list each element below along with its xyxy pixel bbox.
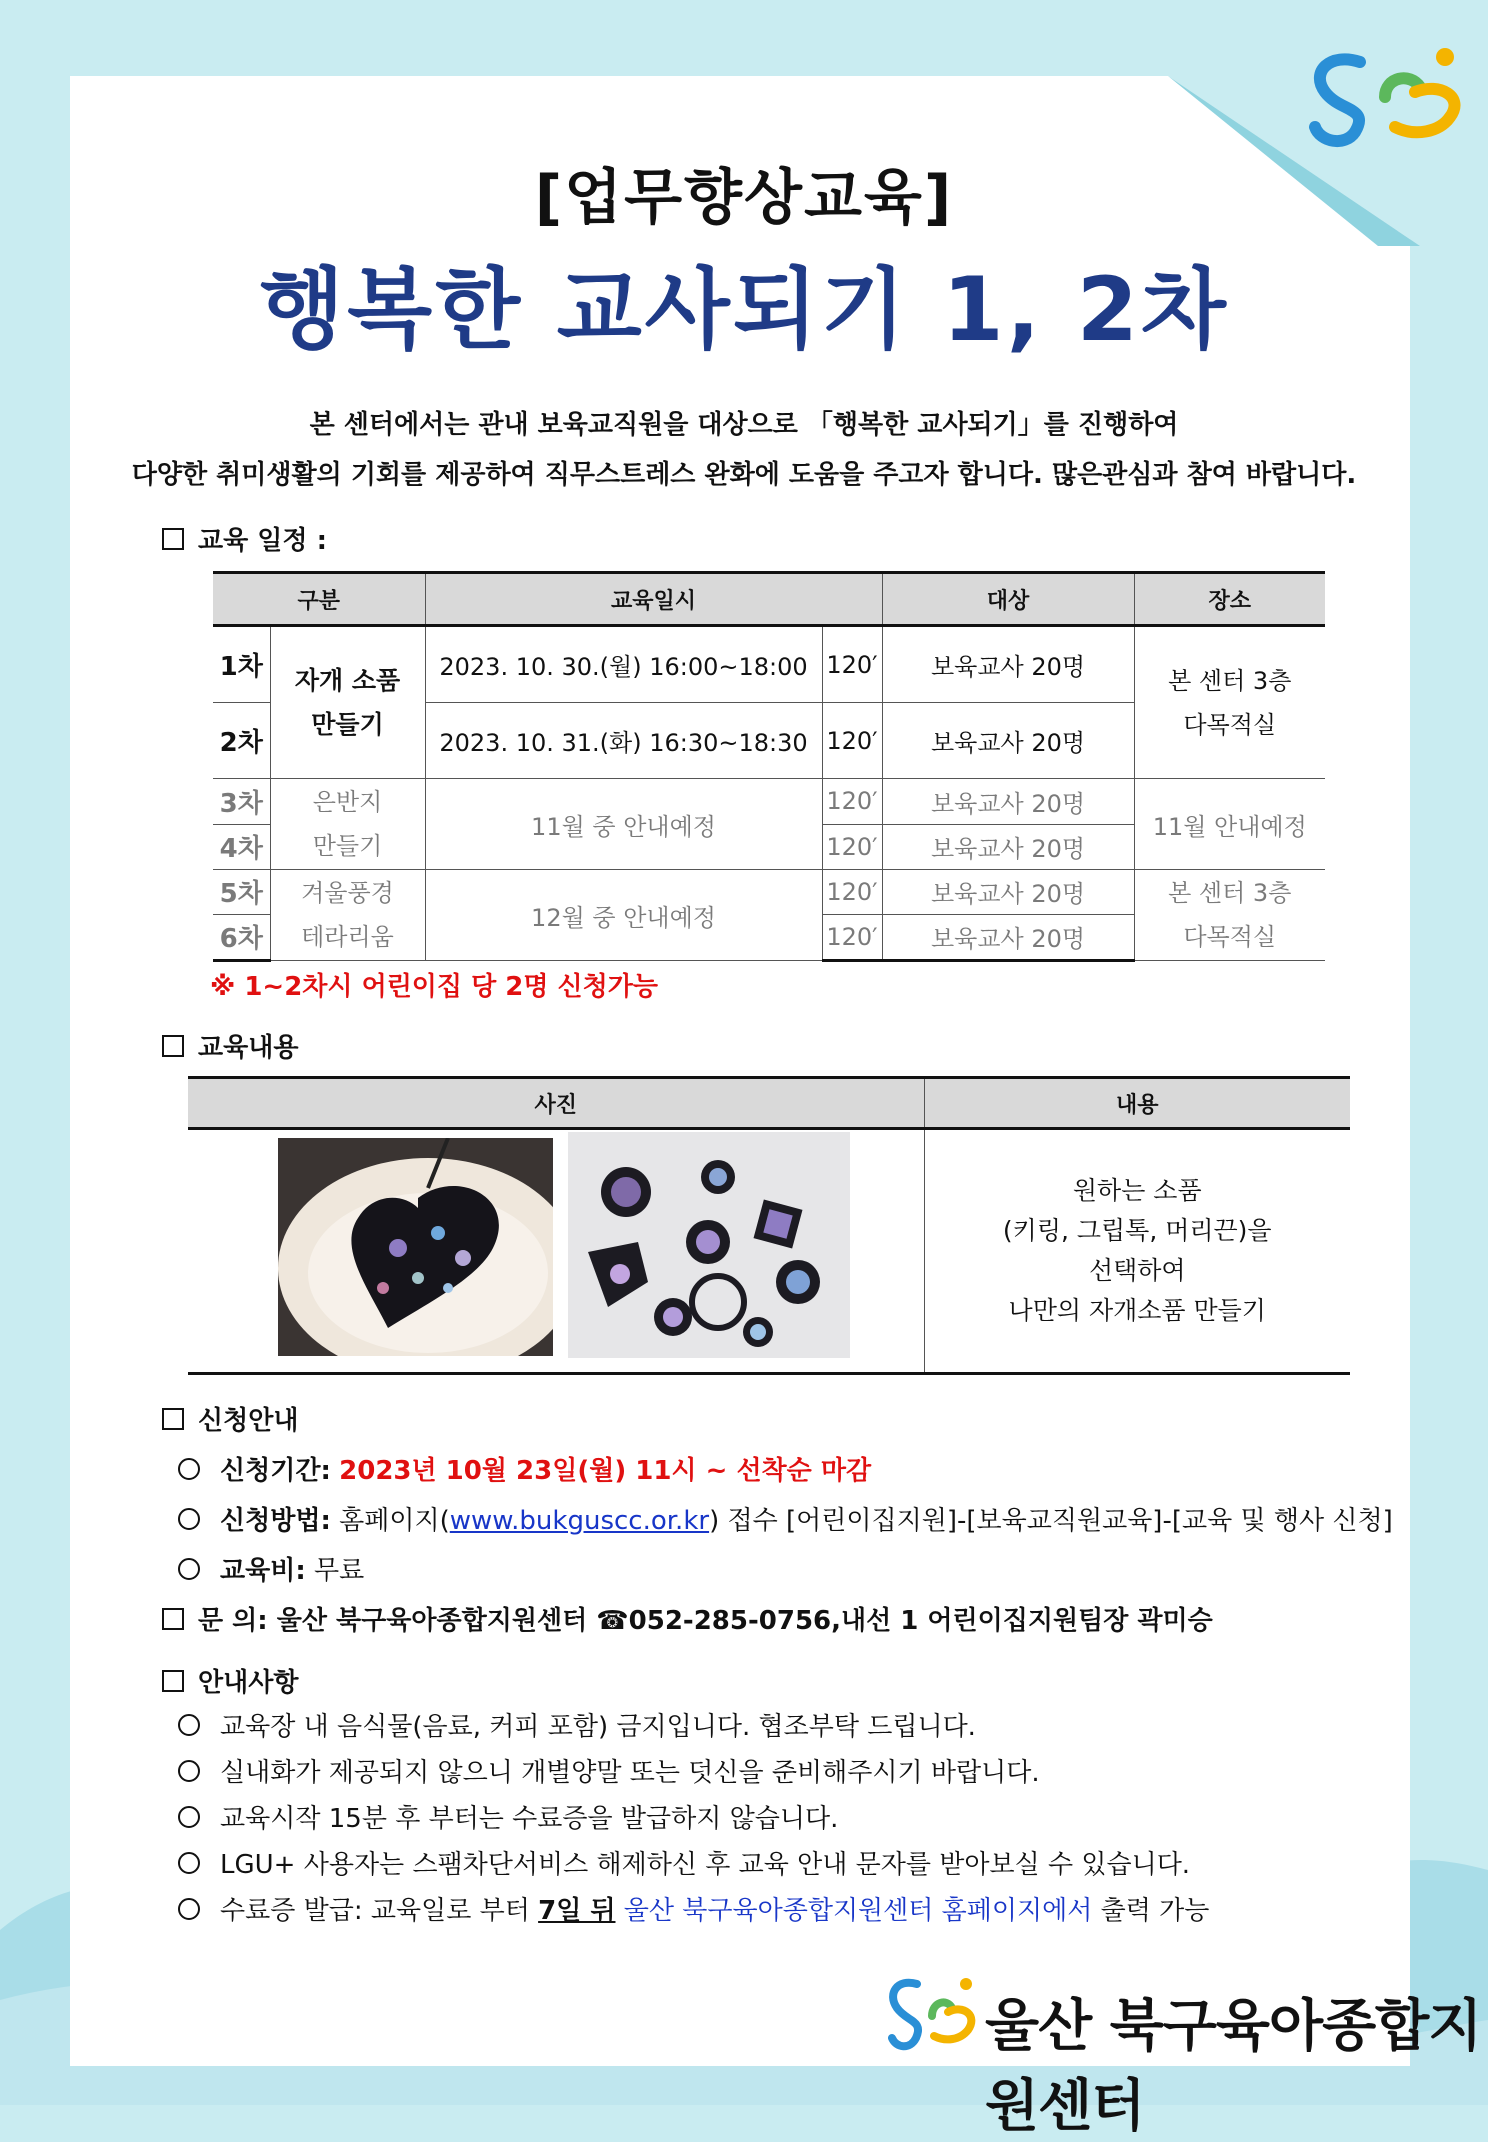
notice-item: 실내화가 제공되지 않으니 개별양말 또는 덧신을 준비해주시기 바랍니다. (178, 1752, 1040, 1789)
round-cell: 2차 (213, 703, 270, 779)
apply-heading: 신청안내 (162, 1400, 298, 1437)
intro-line-2: 다양한 취미생활의 기회를 제공하여 직무스트레스 완화에 도움을 주고자 합니다. 많은관심과 참여 바랍니다. (131, 460, 1357, 490)
target-cell: 보육교사 20명 (882, 779, 1134, 825)
date-cell: 2023. 10. 30.(월) 16:00~18:00 (425, 626, 822, 703)
round-cell: 6차 (213, 914, 270, 960)
category-title: [업무향상교육] (534, 163, 954, 233)
round-cell: 5차 (213, 870, 270, 915)
circle-bullet-icon (178, 1558, 200, 1580)
center-name: 울산 북구육아종합지원센터 (985, 1994, 1482, 2139)
minutes-cell: 120′ (822, 626, 882, 703)
col-header: 교육일시 (425, 573, 882, 626)
apply-fee: 교육비: 무료 (178, 1550, 364, 1587)
intro-line-1: 본 센터에서는 관내 보육교직원을 대상으로 「행복한 교사되기」를 진행하여 (309, 410, 1179, 440)
schedule-heading: 교육 일정 : (162, 520, 327, 557)
place-cell: 본 센터 3층 다목적실 (1134, 626, 1325, 779)
minutes-cell: 120′ (822, 779, 882, 825)
date-cell: 12월 중 안내예정 (425, 870, 822, 961)
logo-icon (1300, 42, 1475, 152)
date-cell: 11월 중 안내예정 (425, 779, 822, 870)
schedule-note: ※ 1~2차시 어린이집 당 2명 신청가능 (210, 972, 658, 1002)
heart-pendant-photo (278, 1138, 553, 1356)
program-cell: 자개 소품 만들기 (270, 626, 425, 779)
homepage-link[interactable]: www.bukguscc.or.kr (449, 1506, 710, 1536)
checkbox-square-icon (162, 1608, 184, 1630)
target-cell: 보육교사 20명 (882, 626, 1134, 703)
col-header: 대상 (882, 573, 1134, 626)
notice-item: LGU+ 사용자는 스팸차단서비스 해제하신 후 교육 안내 문자를 받아보실 수 있습니다. (178, 1844, 1190, 1881)
circle-bullet-icon (178, 1458, 200, 1480)
place-cell: 11월 안내예정 (1134, 779, 1325, 870)
col-header: 구분 (213, 573, 425, 626)
pearl-items-photo (568, 1132, 850, 1358)
table-header-row (213, 573, 1325, 626)
checkbox-square-icon (162, 1670, 184, 1692)
col-header: 장소 (1134, 573, 1325, 626)
program-cell: 은반지 만들기 (270, 779, 425, 870)
circle-bullet-icon (178, 1852, 200, 1874)
schedule-table (213, 571, 1325, 962)
apply-method: 신청방법: 홈페이지(www.bukguscc.or.kr) 접수 [어린이집지원]-[보육교직원교육]-[교육 및 행사 신청] (178, 1500, 1393, 1537)
program-cell: 겨울풍경 테라리움 (270, 870, 425, 961)
date-cell: 2023. 10. 31.(화) 16:30~18:30 (425, 703, 822, 779)
target-cell: 보육교사 20명 (882, 703, 1134, 779)
notice-item-certificate: 수료증 발급: 교육일로 부터 7일 뒤 울산 북구육아종합지원센터 홈페이지에서 출력 가능 (178, 1890, 1209, 1927)
circle-bullet-icon (178, 1898, 200, 1920)
apply-period: 신청기간: 2023년 10월 23일(월) 11시 ~ 선착순 마감 (178, 1450, 871, 1487)
table-row (213, 779, 1325, 825)
content-heading: 교육내용 (162, 1027, 298, 1064)
place-cell: 본 센터 3층 다목적실 (1134, 870, 1325, 961)
notice-heading: 안내사항 (162, 1662, 298, 1699)
circle-bullet-icon (178, 1760, 200, 1782)
description-cell: 원하는 소품 (키링, 그립톡, 머리끈)을 선택하여 나만의 자개소품 만들기 (924, 1129, 1350, 1374)
target-cell: 보육교사 20명 (882, 870, 1134, 915)
page-title: 행복한 교사되기 1, 2차 (259, 258, 1229, 361)
table-row (213, 626, 1325, 703)
notice-item: 교육장 내 음식물(음료, 커피 포함) 금지입니다. 협조부탁 드립니다. (178, 1706, 976, 1743)
circle-bullet-icon (178, 1508, 200, 1530)
circle-bullet-icon (178, 1714, 200, 1736)
col-header: 사진 (188, 1078, 924, 1129)
footer-logo-icon (882, 1972, 982, 2062)
target-cell: 보육교사 20명 (882, 914, 1134, 960)
round-cell: 1차 (213, 626, 270, 703)
contact-line: 문 의: 울산 북구육아종합지원센터 ☎052-285-0756,내선 1 어린이집지원팀장 곽미승 (162, 1600, 1213, 1637)
col-header: 내용 (924, 1078, 1350, 1129)
circle-bullet-icon (178, 1806, 200, 1828)
round-cell: 4차 (213, 824, 270, 870)
checkbox-square-icon (162, 1408, 184, 1430)
checkbox-square-icon (162, 1035, 184, 1057)
notice-item: 교육시작 15분 후 부터는 수료증을 발급하지 않습니다. (178, 1798, 838, 1835)
target-cell: 보육교사 20명 (882, 824, 1134, 870)
minutes-cell: 120′ (822, 914, 882, 960)
minutes-cell: 120′ (822, 703, 882, 779)
round-cell: 3차 (213, 779, 270, 825)
checkbox-square-icon (162, 528, 184, 550)
minutes-cell: 120′ (822, 870, 882, 915)
table-row (213, 870, 1325, 915)
minutes-cell: 120′ (822, 824, 882, 870)
